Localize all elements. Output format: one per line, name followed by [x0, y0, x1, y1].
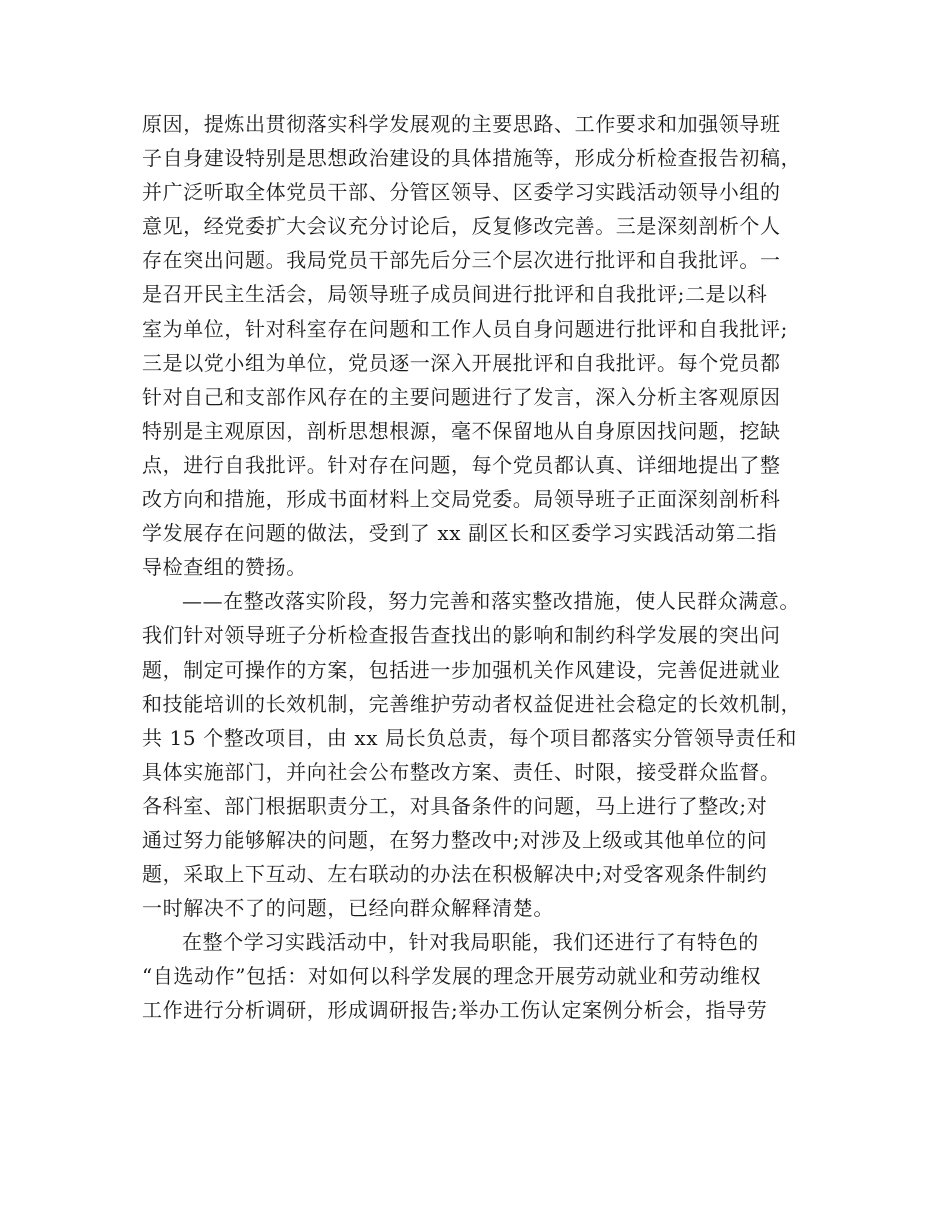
- text-line: 工作进行分析调研，形成调研报告;举办工伤认定案例分析会，指导劳: [142, 998, 768, 1023]
- text-line: “自选动作”包括：对如何以科学发展的理念开展劳动就业和劳动维权: [142, 964, 762, 989]
- text-line: 并广泛听取全体党员干部、分管区领导、区委学习实践活动领导小组的: [142, 180, 781, 205]
- text-line: 改方向和措施，形成书面材料上交局党委。局领导班子正面深刻剖析科: [142, 487, 781, 512]
- text-line: 点，进行自我批评。针对存在问题，每个党员都认真、详细地提出了整: [142, 452, 781, 477]
- text-line: 特别是主观原因，剖析思想根源，毫不保留地从自身原因找问题，挖缺: [142, 418, 781, 443]
- text-line: 一时解决不了的问题，已经向群众解释清楚。: [142, 896, 554, 921]
- paragraph-start-line: ——在整改落实阶段，努力完善和落实整改措施，使人民群众满意。: [182, 589, 800, 614]
- text-line: 我们针对领导班子分析检查报告查找出的影响和制约科学发展的突出问: [142, 623, 781, 648]
- text-line: 题，制定可操作的方案，包括进一步加强机关作风建设，完善促进就业: [142, 657, 781, 682]
- text-line: 意见，经党委扩大会议充分讨论后，反复修改完善。三是深刻剖析个人: [142, 214, 781, 239]
- text-line: 各科室、部门根据职责分工，对具备条件的问题，马上进行了整改;对: [142, 793, 768, 818]
- text-line: 原因，提炼出贯彻落实科学发展观的主要思路、工作要求和加强领导班: [142, 112, 781, 136]
- text-line: 导检查组的赞扬。: [142, 555, 307, 580]
- text-line: 具体实施部门，并向社会公布整改方案、责任、时限，接受群众监督。: [142, 759, 781, 784]
- text-line: 和技能培训的长效机制，完善维护劳动者权益促进社会稳定的长效机制，: [142, 691, 802, 716]
- text-line: 存在突出问题。我局党员干部先后分三个层次进行批评和自我批评。一: [142, 248, 781, 273]
- text-line: 通过努力能够解决的问题，在努力整改中;对涉及上级或其他单位的问: [142, 827, 768, 852]
- text-line: 题，采取上下互动、左右联动的办法在积极解决中;对受客观条件制约: [142, 862, 768, 887]
- text-line: 三是以党小组为单位，党员逐一深入开展批评和自我批评。每个党员都: [142, 350, 781, 375]
- text-line: 是召开民主生活会，局领导班子成员间进行批评和自我批评;二是以科: [142, 282, 768, 307]
- body-text: [142, 107, 832, 1028]
- text-line: 室为单位，针对科室存在问题和工作人员自身问题进行批评和自我批评;: [142, 316, 788, 341]
- text-line: 子自身建设特别是思想政治建设的具体措施等，形成分析检查报告初稿，: [142, 146, 802, 171]
- text-line: 学发展存在问题的做法，受到了 xx 副区长和区委学习实践活动第二指: [142, 521, 778, 546]
- text-line: 共 15 个整改项目，由 xx 局长负总责，每个项目都落实分管领导责任和: [142, 725, 798, 750]
- text-line: 针对自己和支部作风存在的主要问题进行了发言，深入分析主客观原因: [142, 384, 781, 409]
- paragraph-start-line: 在整个学习实践活动中，针对我局职能，我们还进行了有特色的: [182, 930, 759, 955]
